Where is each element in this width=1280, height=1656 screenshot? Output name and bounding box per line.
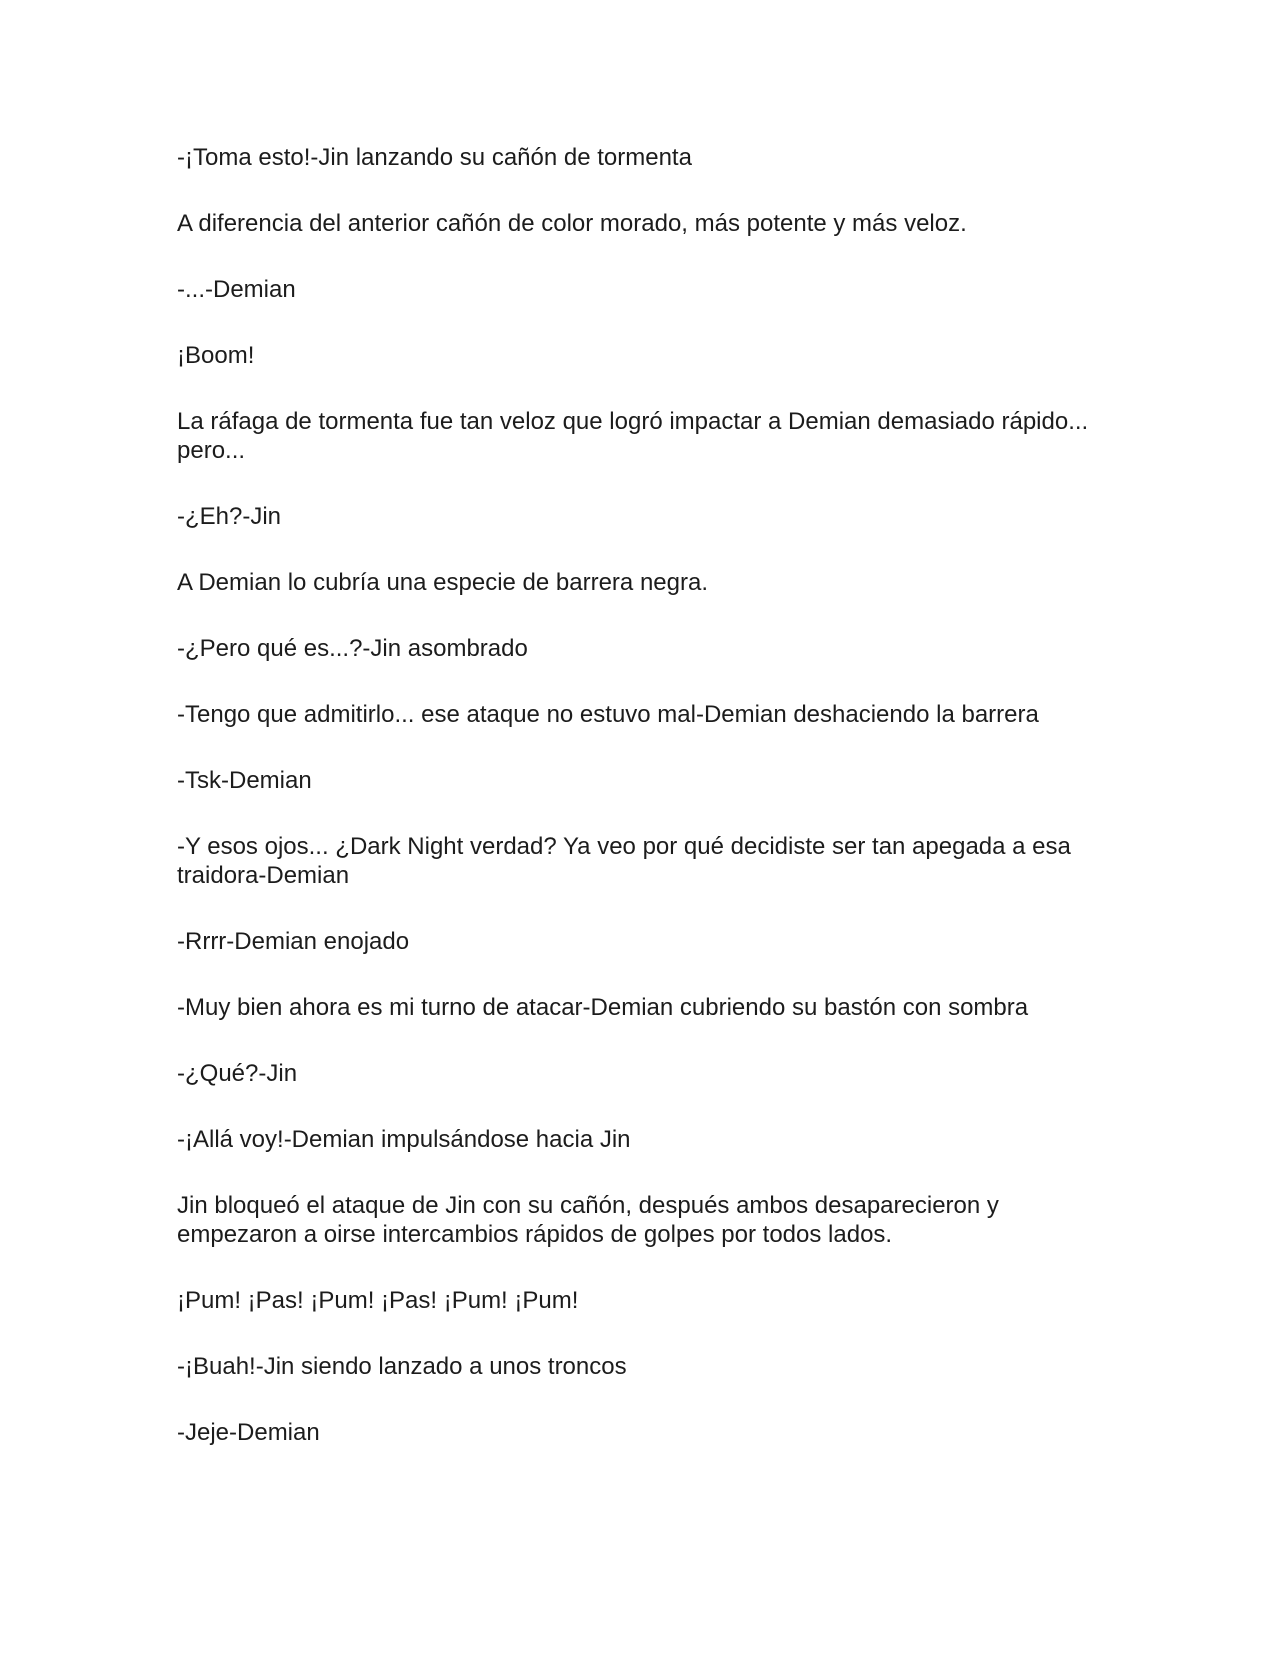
paragraph: -¡Toma esto!-Jin lanzando su cañón de tormenta	[177, 144, 692, 171]
paragraph: -Y esos ojos... ¿Dark Night verdad? Ya veo por qué decidiste ser tan apegada a esa traidora-Demian	[177, 833, 1071, 889]
paragraph: Jin bloqueó el ataque de Jin con su cañón, después ambos desaparecieron y empezaron a oirse intercambios rápidos de golpes por todos lados.	[177, 1192, 999, 1248]
paragraph: -¿Eh?-Jin	[177, 503, 282, 530]
document-body	[177, 143, 1097, 1484]
paragraph: -Rrrr-Demian enojado	[177, 928, 410, 955]
paragraph: -¿Qué?-Jin	[177, 1060, 298, 1087]
paragraph: La ráfaga de tormenta fue tan veloz que logró impactar a Demian demasiado rápido... pero...	[177, 408, 1089, 464]
paragraph: -¡Allá voy!-Demian impulsándose hacia Jin	[177, 1126, 631, 1153]
paragraph: A Demian lo cubría una especie de barrera negra.	[177, 569, 708, 596]
paragraph: -¡Buah!-Jin siendo lanzado a unos troncos	[177, 1353, 627, 1380]
paragraph: -Tengo que admitirlo... ese ataque no estuvo mal-Demian deshaciendo la barrera	[177, 701, 1039, 728]
paragraph: -Tsk-Demian	[177, 767, 312, 794]
paragraph: -Jeje-Demian	[177, 1419, 320, 1446]
paragraph: -¿Pero qué es...?-Jin asombrado	[177, 635, 528, 662]
paragraph: A diferencia del anterior cañón de color morado, más potente y más veloz.	[177, 210, 967, 237]
paragraph: ¡Pum! ¡Pas! ¡Pum! ¡Pas! ¡Pum! ¡Pum!	[177, 1287, 579, 1314]
paragraph: ¡Boom!	[177, 342, 255, 369]
paragraph: -...-Demian	[177, 276, 296, 303]
paragraph: -Muy bien ahora es mi turno de atacar-Demian cubriendo su bastón con sombra	[177, 994, 1029, 1021]
